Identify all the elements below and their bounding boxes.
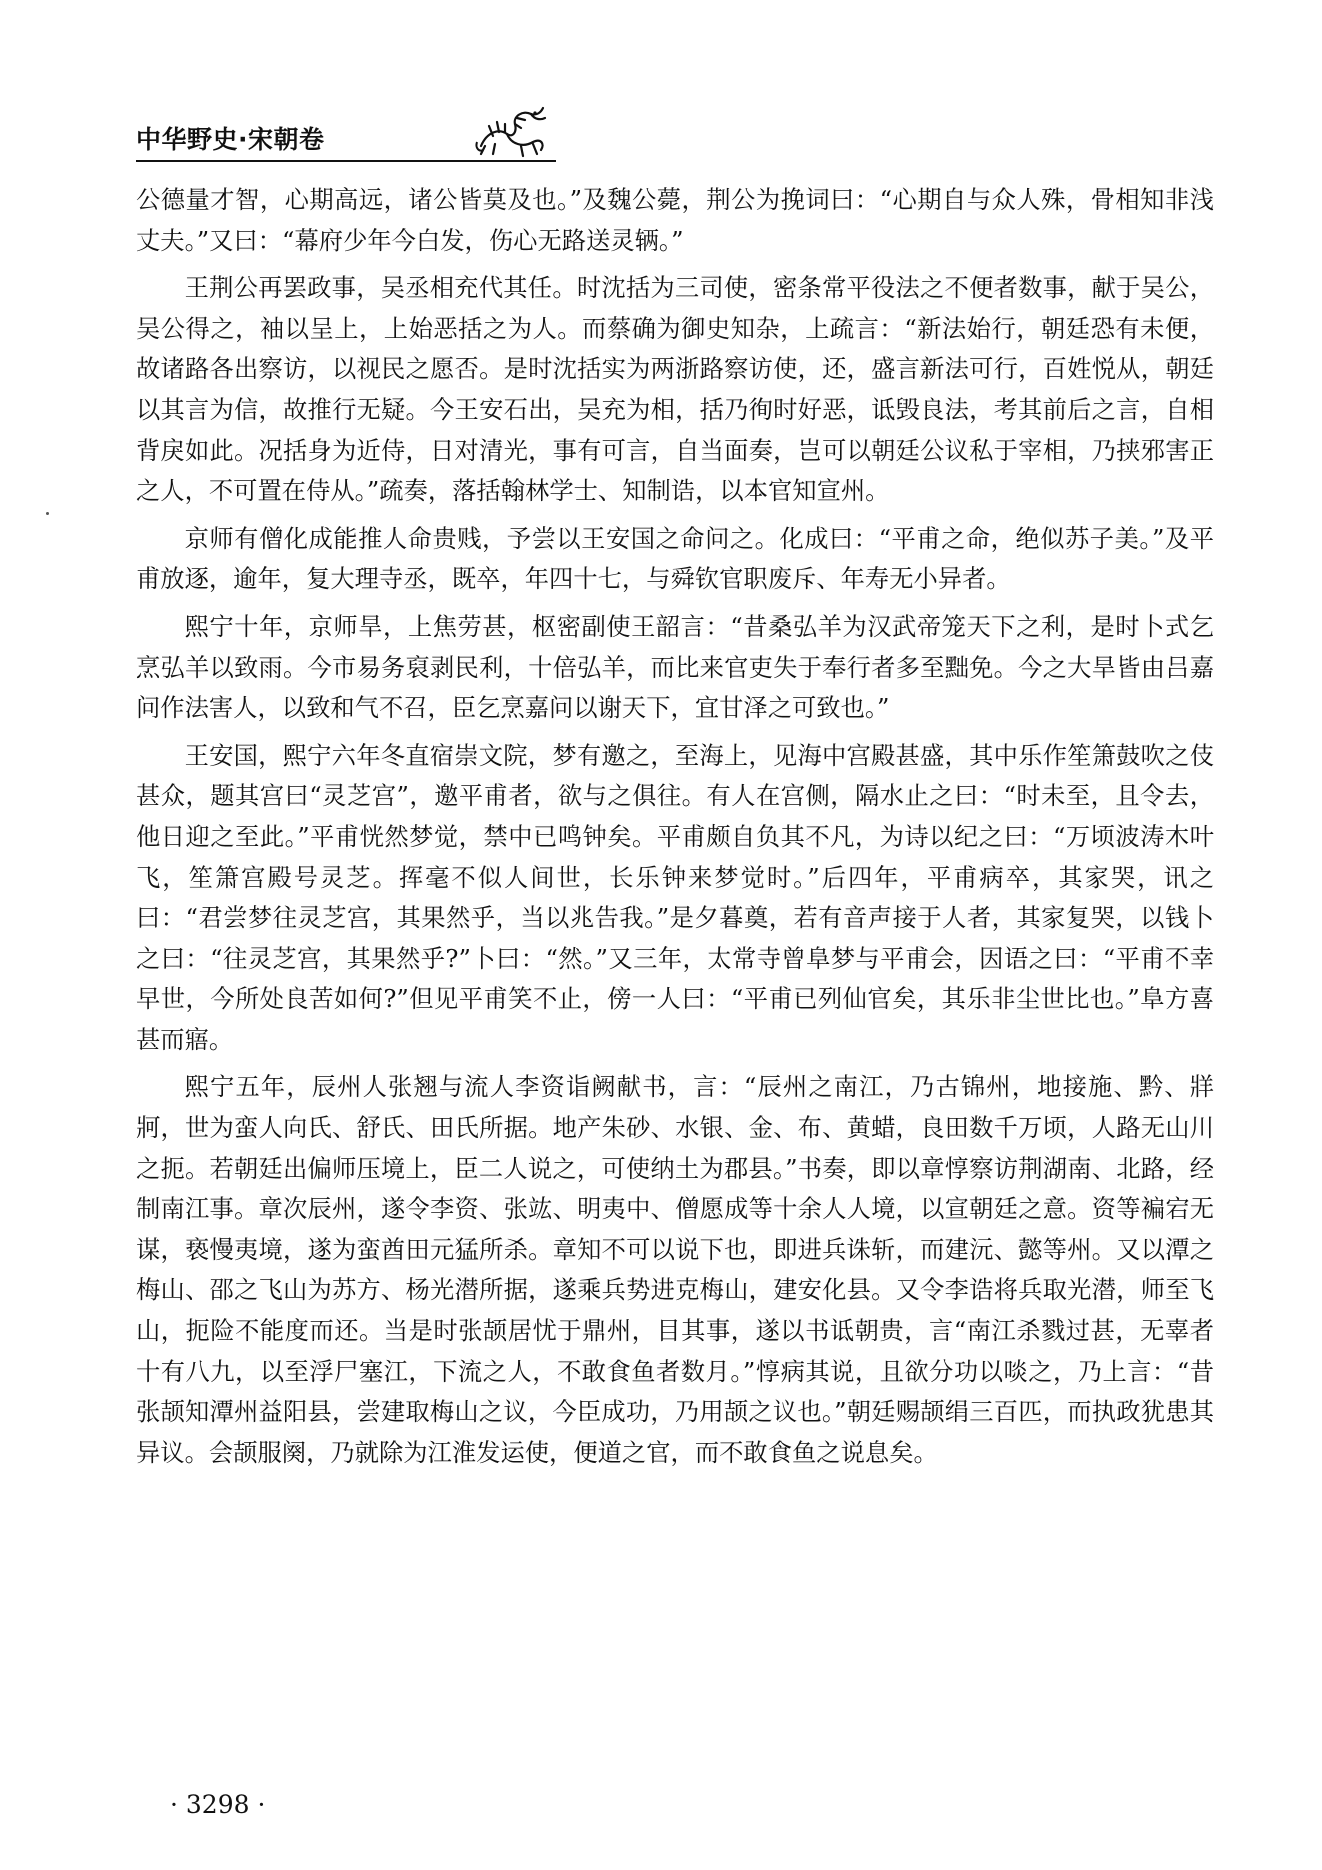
body-text bbox=[136, 180, 1214, 1473]
paragraph-6: 熙宁五年，辰州人张翘与流人李资诣阙献书，言：“辰州之南江，乃古锦州，地接施、黔、牂牁，世为蛮人向氏、舒氏、田氏所据。地产朱砂、水银、金、布、黄蜡，良田数千万顷，人路无山川之扼。若朝廷出偏师压境上，臣二人说之，可使纳土为郡县。”书奏，即以章惇察访荆湖南、北路，经制南江事。章次辰州，遂令李资、张竑、明夷中、僧愿成等十余人人境，以宣朝廷之意。资等褊宕无谋，亵慢夷境，遂为蛮酋田元猛所杀。章知不可以说下也，即进兵诛斩，而建沅、懿等州。又以潭之梅山、邵之飞山为苏方、杨光潜所据，遂乘兵势进克梅山，建安化县。又令李诰将兵取光潜，师至飞山，扼险不能度而还。当是时张颉居忧于鼎州，目其事，遂以书诋朝贵，言“南江杀戮过甚，无辜者十有八九，以至浮尸塞江，下流之人，不敢食鱼者数月。”惇病其说，且欲分功以啖之，乃上言：“昔张颉知潭州益阳县，尝建取梅山之议，今臣成功，乃用颉之议也。”朝廷赐颉绢三百匹，而执政犹患其异议。会颉服阕，乃就除为江淮发运使，便道之官，而不敢食鱼之说息矣。 bbox=[136, 1072, 1214, 1467]
margin-speck bbox=[46, 512, 49, 515]
header-rule bbox=[136, 160, 556, 162]
paragraph-3: 京师有僧化成能推人命贵贱，予尝以王安国之命问之。化成曰：“平甫之命，绝似苏子美。”及平甫放逐，逾年，复大理寺丞，既卒，年四十七，与舜钦官职废斥、年寿无小异者。 bbox=[136, 523, 1214, 594]
paragraph-4: 熙宁十年，京师旱，上焦劳甚，枢密副使王韶言：“昔桑弘羊为汉武帝笼天下之利，是时卜式乞烹弘羊以致雨。今市易务裒剥民利，十倍弘羊，而比来官吏失于奉行者多至黜免。今之大旱皆由吕嘉问作法害人，以致和气不召，臣乞烹嘉问以谢天下，宜甘泽之可致也。” bbox=[136, 611, 1214, 723]
paragraph-2: 王荆公再罢政事，吴丞相充代其任。时沈括为三司使，密条常平役法之不便者数事，献于吴公，吴公得之，袖以呈上，上始恶括之为人。而蔡确为御史知杂，上疏言：“新法始行，朝廷恐有未便，故诸路各出察访，以视民之愿否。是时沈括实为两浙路察访使，还，盛言新法可行，百姓悦从，朝廷以其言为信，故推行无疑。今王安石出，吴充为相，括乃徇时好恶，诋毁良法，考其前后之言，自相背戾如此。况括身为近侍，日对清光，事有可言，自当面奏，岂可以朝廷公议私于宰相，乃挟邪害正之人，不可置在侍从。”疏奏，落括翰林学士、知制诰，以本官知宣州。 bbox=[136, 273, 1214, 506]
paragraph-5: 王安国，熙宁六年冬直宿崇文院，梦有邀之，至海上，见海中宫殿甚盛，其中乐作笙箫鼓吹之伎甚众，题其宫曰“灵芝宫”，邀平甫者，欲与之俱往。有人在宫侧，隔水止之曰：“时未至，且令去，他日迎之至此。”平甫恍然梦觉，禁中已鸣钟矣。平甫颇自负其不凡，为诗以纪之曰：“万顷波涛木叶飞，笙箫宫殿号灵芝。挥毫不似人间世，长乐钟来梦觉时。”后四年，平甫病卒，其家哭，讯之曰：“君尝梦往灵芝宫，其果然乎，当以兆告我。”是夕暮奠，若有音声接于人者，其家复哭，以钱卜之曰：“往灵芝宫，其果然乎?”卜曰：“然。”又三年，太常寺曾阜梦与平甫会，因语之曰：“平甫不幸早世，今所处良苦如何?”但见平甫笑不止，傍一人曰：“平甫已列仙官矣，其乐非尘世比也。”阜方喜甚而寤。 bbox=[136, 740, 1214, 1054]
running-header bbox=[136, 118, 556, 166]
dragon-emblem-icon bbox=[471, 102, 555, 162]
page-number: · 3298 · bbox=[170, 1790, 266, 1819]
header-title: 中华野史·宋朝卷 bbox=[136, 125, 325, 154]
paragraph-1: 公德量才智，心期高远，诸公皆莫及也。”及魏公薨，荆公为挽词曰：“心期自与众人殊，骨相知非浅丈夫。”又曰：“幕府少年今白发，伤心无路送灵辆。” bbox=[136, 185, 1214, 255]
